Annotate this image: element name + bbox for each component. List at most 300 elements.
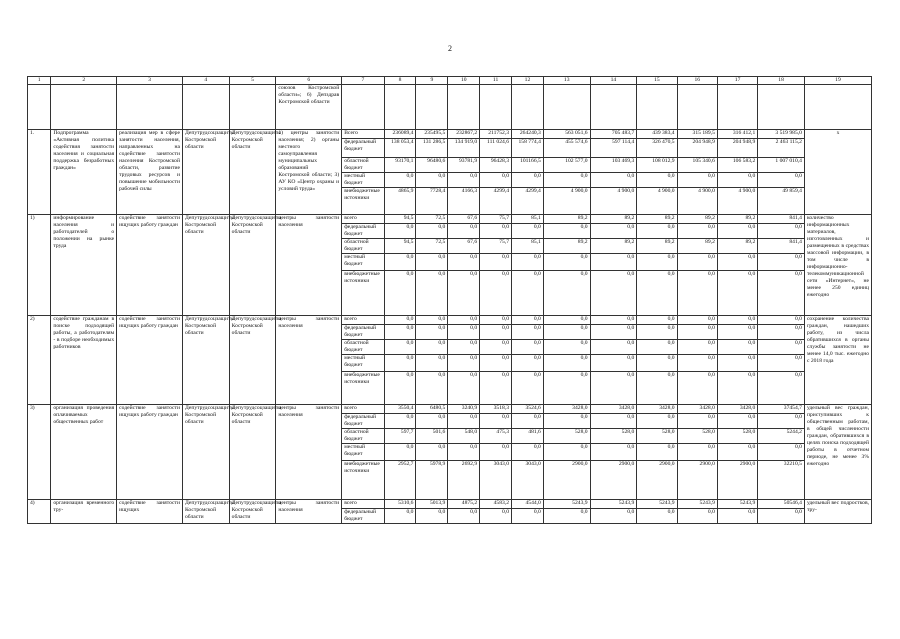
funding-value: 85,1	[512, 215, 544, 224]
funding-value: 0,0	[717, 355, 757, 372]
empty-cell	[416, 85, 448, 130]
funding-value: 0,0	[543, 355, 590, 372]
participants: центры занятости населения	[276, 500, 342, 524]
empty-cell	[28, 85, 51, 130]
funding-source: всего	[342, 500, 384, 509]
funding-value: 232867,2	[448, 130, 480, 139]
funding-value: 3428,0	[637, 405, 677, 414]
funding-value: 0,0	[512, 340, 544, 355]
funding-value: 0,0	[717, 224, 757, 239]
funding-value: 89,2	[637, 215, 677, 224]
header-cell: 8	[384, 77, 416, 85]
funding-value: 0,0	[448, 224, 480, 239]
funding-source: внебюджетные источники	[342, 372, 384, 405]
funding-value: 0,0	[717, 414, 757, 429]
funding-value: 0,0	[448, 372, 480, 405]
funding-value: 0,0	[637, 316, 677, 325]
funding-value: 0,0	[758, 254, 805, 271]
funding-value: 0,0	[480, 355, 512, 372]
funding-source: внебюджетные источники	[342, 188, 384, 215]
funding-value: 3428,0	[717, 405, 757, 414]
funding-value: 0,0	[480, 316, 512, 325]
funding-value: 0,0	[416, 271, 448, 316]
funding-value: 0,0	[448, 316, 480, 325]
funding-value: 0,0	[590, 254, 637, 271]
funding-value: 0,0	[384, 340, 416, 355]
funding-value: 455 574,6	[543, 139, 590, 158]
table-row	[28, 130, 872, 139]
row-number: 2)	[28, 316, 51, 405]
funding-value: 0,0	[758, 271, 805, 316]
funding-value: 0,0	[416, 340, 448, 355]
funding-value: 0,0	[448, 173, 480, 188]
funding-value: 597 114,4	[590, 139, 637, 158]
funding-value: 0,0	[480, 173, 512, 188]
funding-value: 0,0	[637, 372, 677, 405]
funding-value: 0,0	[637, 224, 677, 239]
funding-value: 0,0	[677, 254, 717, 271]
funding-value: 0,0	[677, 271, 717, 316]
funding-source: областной бюджет	[342, 429, 384, 444]
continuation-row	[28, 85, 872, 130]
funding-source: федеральный бюджет	[342, 509, 384, 524]
funding-source: Всего	[342, 130, 384, 139]
expected-result: удельный вес подростков, тру-	[804, 500, 871, 524]
funding-value: 3428,0	[543, 405, 590, 414]
funding-value: 3518,3	[480, 405, 512, 414]
funding-value: 0,0	[384, 444, 416, 461]
header-row	[28, 77, 872, 85]
funding-value: 0,0	[677, 414, 717, 429]
funding-value: 0,0	[543, 316, 590, 325]
funding-value: 0,0	[512, 173, 544, 188]
header-cell: 13	[543, 77, 590, 85]
funding-value: 0,0	[384, 509, 416, 524]
funding-value: 0,0	[590, 444, 637, 461]
funding-value: 0,0	[480, 372, 512, 405]
funding-value: 0,0	[758, 444, 805, 461]
row-number: 3)	[28, 405, 51, 500]
funding-value: 597,7	[384, 429, 416, 444]
funding-value: 0,0	[416, 316, 448, 325]
co-executor: Депутрудсоцзащиты Костромской области	[229, 316, 276, 405]
funding-value: 72,5	[416, 239, 448, 254]
empty-cell	[51, 85, 117, 130]
funding-value: 528,0	[637, 429, 677, 444]
funding-value: 138 053,4	[384, 139, 416, 158]
funding-value: 0,0	[543, 372, 590, 405]
funding-value: 0,0	[543, 414, 590, 429]
empty-cell	[182, 85, 229, 130]
header-cell: 17	[717, 77, 757, 85]
funding-value: 0,0	[543, 224, 590, 239]
funding-value: 528,0	[677, 429, 717, 444]
funding-value: 75,7	[480, 215, 512, 224]
header-cell: 10	[448, 77, 480, 85]
funding-value: 0,0	[512, 254, 544, 271]
funding-value: 0,0	[512, 444, 544, 461]
funding-value: 235495,5	[416, 130, 448, 139]
funding-value: 0,0	[384, 372, 416, 405]
empty-cell	[758, 85, 805, 130]
header-cell: 15	[637, 77, 677, 85]
funding-value: 0,0	[543, 271, 590, 316]
funding-value: 0,0	[590, 271, 637, 316]
funding-value: 93781,9	[448, 158, 480, 173]
responsible-executor: Депутрудсоцзащиты Костромской области	[182, 215, 229, 316]
table-row	[28, 215, 872, 224]
funding-value: 0,0	[677, 372, 717, 405]
funding-value: 72,5	[416, 215, 448, 224]
funding-source: всего	[342, 215, 384, 224]
funding-value: 0,0	[590, 340, 637, 355]
header-cell: 4	[182, 77, 229, 85]
funding-value: 0,0	[717, 340, 757, 355]
funding-value: 0,0	[590, 173, 637, 188]
measure-purpose: реализация мер в сфере занятости населения, направленных на содействие занятости населения Костромской области, развитие трудовых ресурсов и повышение мобильности рабочей силы	[117, 130, 183, 215]
row-number: 1.	[28, 130, 51, 215]
header-cell: 14	[590, 77, 637, 85]
funding-value: 5243,9	[637, 500, 677, 509]
funding-value: 108 012,9	[637, 158, 677, 173]
funding-value: 481,6	[512, 429, 544, 444]
funding-value: 475,3	[480, 429, 512, 444]
funding-value: 75,7	[480, 239, 512, 254]
header-cell: 1	[28, 77, 51, 85]
funding-value: 0,0	[384, 224, 416, 239]
funding-value: 0,0	[480, 254, 512, 271]
funding-value: 0,0	[416, 509, 448, 524]
empty-cell	[677, 85, 717, 130]
funding-value: 5243,9	[717, 500, 757, 509]
empty-cell	[590, 85, 637, 130]
funding-value: 49 859,4	[758, 188, 805, 215]
funding-value: 2900,0	[590, 461, 637, 500]
funding-value: 0,0	[677, 509, 717, 524]
funding-value: 93170,1	[384, 158, 416, 173]
co-executor: Депутрудсоцзащиты Костромской области	[229, 405, 276, 500]
funding-value: 264240,3	[512, 130, 544, 139]
funding-value: 0,0	[543, 173, 590, 188]
funding-value: 0,0	[677, 355, 717, 372]
funding-value: 3524,6	[512, 405, 544, 414]
funding-value: 439 383,4	[637, 130, 677, 139]
funding-value: 0,0	[590, 355, 637, 372]
program-table	[27, 76, 872, 524]
funding-value: 0,0	[758, 414, 805, 429]
funding-source: внебюджетные источники	[342, 271, 384, 316]
funding-value: 5244,2	[758, 429, 805, 444]
funding-value: 548,0	[448, 429, 480, 444]
funding-value: 94,5	[384, 215, 416, 224]
funding-value: 105 340,6	[677, 158, 717, 173]
funding-value: 3428,0	[590, 405, 637, 414]
funding-value: 5243,9	[677, 500, 717, 509]
funding-value: 0,0	[637, 355, 677, 372]
funding-value: 0,0	[448, 509, 480, 524]
measure-name: организация временного тру-	[51, 500, 117, 524]
funding-value: 2900,0	[717, 461, 757, 500]
funding-source: областной бюджет	[342, 239, 384, 254]
funding-value: 0,0	[637, 414, 677, 429]
funding-value: 1 007 010,4	[758, 158, 805, 173]
funding-value: 0,0	[758, 340, 805, 355]
header-cell: 11	[480, 77, 512, 85]
funding-value: 89,2	[717, 215, 757, 224]
funding-value: 0,0	[717, 173, 757, 188]
funding-value: 0,0	[416, 355, 448, 372]
expected-result: сохранение количества граждан, нашедших работу, из числа обратившихся в органы службы занятости не менее 14,0 тыс. ежегодно с 2018 года	[804, 316, 871, 405]
funding-value: 4 900,0	[717, 188, 757, 215]
header-cell: 12	[512, 77, 544, 85]
co-executor: Депутрудсоцзащиты Костромской области	[229, 500, 276, 524]
measure-purpose: содействие занятости ищущих работу граждан	[117, 316, 183, 405]
measure-purpose: содействие занятости ищущих	[117, 500, 183, 524]
continuation-text: союзов Костромской области»; 6) Депздрав Костромской области	[276, 85, 342, 130]
funding-value: 0,0	[677, 224, 717, 239]
funding-value: 0,0	[448, 444, 480, 461]
funding-value: 67,6	[448, 215, 480, 224]
funding-value: 0,0	[512, 372, 544, 405]
row-number: 1)	[28, 215, 51, 316]
funding-value: 528,0	[543, 429, 590, 444]
funding-value: 89,2	[590, 215, 637, 224]
funding-value: 4544,0	[512, 500, 544, 509]
funding-value: 0,0	[677, 316, 717, 325]
funding-value: 32210,5	[758, 461, 805, 500]
funding-value: 204 948,9	[677, 139, 717, 158]
funding-value: 2952,7	[384, 461, 416, 500]
funding-value: 0,0	[637, 325, 677, 340]
funding-value: 85,1	[512, 239, 544, 254]
responsible-executor: Депутрудсоцзащиты Костромской области	[182, 405, 229, 500]
expected-result: количество информационных материалов, изготовленных и размещенных в средствах массовой информации, в том числе в информационно-телекоммуникационной сети «Интернет», не менее 250 единиц ежегодно	[804, 215, 871, 316]
header-cell: 3	[117, 77, 183, 85]
participants: центры занятости населения	[276, 215, 342, 316]
funding-value: 0,0	[717, 509, 757, 524]
funding-value: 96480,6	[416, 158, 448, 173]
funding-value: 2900,0	[637, 461, 677, 500]
funding-value: 5243,9	[590, 500, 637, 509]
funding-source: внебюджетные источники	[342, 461, 384, 500]
funding-value: 4 900,0	[543, 188, 590, 215]
funding-value: 7728,4	[416, 188, 448, 215]
funding-value: 0,0	[512, 271, 544, 316]
funding-value: 0,0	[480, 414, 512, 429]
funding-value: 0,0	[416, 254, 448, 271]
funding-value: 0,0	[543, 444, 590, 461]
funding-value: 94,5	[384, 239, 416, 254]
funding-value: 4583,2	[480, 500, 512, 509]
empty-cell	[480, 85, 512, 130]
funding-value: 4875,2	[448, 500, 480, 509]
funding-value: 0,0	[416, 224, 448, 239]
funding-value: 326 470,5	[637, 139, 677, 158]
funding-value: 0,0	[717, 271, 757, 316]
funding-value: 0,0	[512, 325, 544, 340]
funding-value: 106 583,2	[717, 158, 757, 173]
measure-name: информирование населения и работодателей о положении на рынке труда	[51, 215, 117, 316]
funding-value: 2 463 115,2	[758, 139, 805, 158]
funding-value: 0,0	[384, 414, 416, 429]
funding-value: 0,0	[637, 444, 677, 461]
funding-value: 2900,0	[677, 461, 717, 500]
funding-value: 0,0	[758, 316, 805, 325]
funding-value: 0,0	[480, 224, 512, 239]
funding-value: 563 051,6	[543, 130, 590, 139]
funding-value: 0,0	[480, 271, 512, 316]
funding-value: 0,0	[512, 224, 544, 239]
funding-value: 0,0	[416, 372, 448, 405]
responsible-executor: Депутрудсоцзащиты Костромской области	[182, 316, 229, 405]
funding-value: 5310,6	[384, 500, 416, 509]
funding-value: 0,0	[543, 340, 590, 355]
empty-cell	[384, 85, 416, 130]
funding-value: 0,0	[384, 316, 416, 325]
funding-value: 0,0	[416, 325, 448, 340]
funding-value: 111 024,6	[480, 139, 512, 158]
funding-source: федеральный бюджет	[342, 325, 384, 340]
participants: центры занятости населения	[276, 316, 342, 405]
funding-value: 89,2	[677, 239, 717, 254]
funding-source: всего	[342, 316, 384, 325]
funding-value: 841,4	[758, 215, 805, 224]
funding-value: 3428,0	[677, 405, 717, 414]
funding-value: 158 774,4	[512, 139, 544, 158]
funding-value: 0,0	[384, 355, 416, 372]
funding-value: 0,0	[637, 254, 677, 271]
funding-value: 5013,9	[416, 500, 448, 509]
responsible-executor: Депутрудсоцзащиты Костромской области	[182, 500, 229, 524]
funding-value: 0,0	[384, 173, 416, 188]
funding-value: 4 900,0	[677, 188, 717, 215]
funding-value: 3043,0	[480, 461, 512, 500]
funding-value: 96428,3	[480, 158, 512, 173]
funding-source: всего	[342, 405, 384, 414]
measure-name: Подпрограмма «Активная политика содействия занятости населения и социальная поддержка безработных граждан»	[51, 130, 117, 215]
header-cell: 7	[342, 77, 384, 85]
funding-value: 101166,5	[512, 158, 544, 173]
funding-value: 0,0	[637, 340, 677, 355]
responsible-executor: Депутрудсоцзащиты Костромской области	[182, 130, 229, 215]
funding-value: 0,0	[758, 173, 805, 188]
participants: центры занятости населения	[276, 405, 342, 500]
funding-value: 0,0	[590, 372, 637, 405]
empty-cell	[512, 85, 544, 130]
funding-value: 0,0	[512, 509, 544, 524]
funding-value: 37454,7	[758, 405, 805, 414]
funding-value: 89,2	[637, 239, 677, 254]
measure-name: содействие гражданам в поиске подходящей работы, а работодателям - в подборе необходимых работников	[51, 316, 117, 405]
funding-value: 0,0	[590, 414, 637, 429]
funding-value: 4865,9	[384, 188, 416, 215]
funding-value: 0,0	[384, 325, 416, 340]
funding-value: 2692,9	[448, 461, 480, 500]
funding-value: 102 577,0	[543, 158, 590, 173]
funding-value: 0,0	[758, 372, 805, 405]
funding-value: 0,0	[717, 254, 757, 271]
funding-value: 0,0	[677, 173, 717, 188]
funding-value: 50546,4	[758, 500, 805, 509]
funding-value: 0,0	[717, 372, 757, 405]
funding-value: 0,0	[543, 254, 590, 271]
funding-value: 0,0	[448, 355, 480, 372]
table-row	[28, 316, 872, 325]
funding-value: 89,2	[717, 239, 757, 254]
funding-value: 0,0	[384, 271, 416, 316]
header-cell: 19	[804, 77, 871, 85]
expected-result: удельный вес граждан, приступивших к общественным работам, в общей численности граждан, обратившихся в целях поиска подходящей работы в отчетном периоде, не менее 3% ежегодно	[804, 405, 871, 500]
funding-value: 0,0	[637, 509, 677, 524]
funding-value: 0,0	[717, 316, 757, 325]
funding-value: 236089,4	[384, 130, 416, 139]
header-cell: 9	[416, 77, 448, 85]
funding-value: 0,0	[677, 444, 717, 461]
funding-value: 89,2	[543, 215, 590, 224]
empty-cell	[342, 85, 384, 130]
funding-value: 0,0	[543, 325, 590, 340]
funding-value: 89,2	[543, 239, 590, 254]
funding-value: 3550,4	[384, 405, 416, 414]
funding-value: 0,0	[590, 316, 637, 325]
funding-value: 0,0	[543, 509, 590, 524]
funding-value: 0,0	[416, 414, 448, 429]
funding-value: 2900,0	[543, 461, 590, 500]
page-number: 2	[448, 44, 452, 53]
row-number: 4)	[28, 500, 51, 524]
funding-value: 0,0	[448, 254, 480, 271]
funding-value: 528,0	[590, 429, 637, 444]
funding-value: 0,0	[590, 509, 637, 524]
funding-source: местный бюджет	[342, 254, 384, 271]
funding-value: 0,0	[448, 340, 480, 355]
funding-value: 0,0	[512, 414, 544, 429]
funding-value: 0,0	[480, 325, 512, 340]
funding-value: 0,0	[448, 325, 480, 340]
funding-value: 0,0	[717, 444, 757, 461]
funding-value: 134 919,0	[448, 139, 480, 158]
measure-name: организация проведения оплачиваемых общественных работ	[51, 405, 117, 500]
empty-cell	[543, 85, 590, 130]
funding-value: 0,0	[677, 340, 717, 355]
funding-source: федеральный бюджет	[342, 414, 384, 429]
funding-value: 0,0	[448, 414, 480, 429]
measure-purpose: содействие занятости ищущих работу граждан	[117, 405, 183, 500]
funding-value: 0,0	[758, 224, 805, 239]
funding-value: 0,0	[416, 173, 448, 188]
funding-value: 3240,9	[448, 405, 480, 414]
funding-source: областной бюджет	[342, 340, 384, 355]
participants: 1) центры занятости населения; 2) органы местного самоуправления муниципальных образований Костромской области; 3) АУ КО «Центр охраны и условий труда»	[276, 130, 342, 215]
funding-value: 0,0	[512, 316, 544, 325]
funding-value: 4166,3	[448, 188, 480, 215]
funding-value: 3 519 985,0	[758, 130, 805, 139]
header-cell: 5	[229, 77, 276, 85]
funding-value: 0,0	[637, 271, 677, 316]
funding-value: 841,4	[758, 239, 805, 254]
funding-value: 103 469,3	[590, 158, 637, 173]
funding-source: местный бюджет	[342, 444, 384, 461]
funding-value: 0,0	[448, 271, 480, 316]
empty-cell	[117, 85, 183, 130]
empty-cell	[637, 85, 677, 130]
funding-source: федеральный бюджет	[342, 224, 384, 239]
table-row	[28, 500, 872, 509]
funding-value: 89,2	[590, 239, 637, 254]
funding-value: 131 286,5	[416, 139, 448, 158]
funding-value: 89,2	[677, 215, 717, 224]
header-cell: 2	[51, 77, 117, 85]
